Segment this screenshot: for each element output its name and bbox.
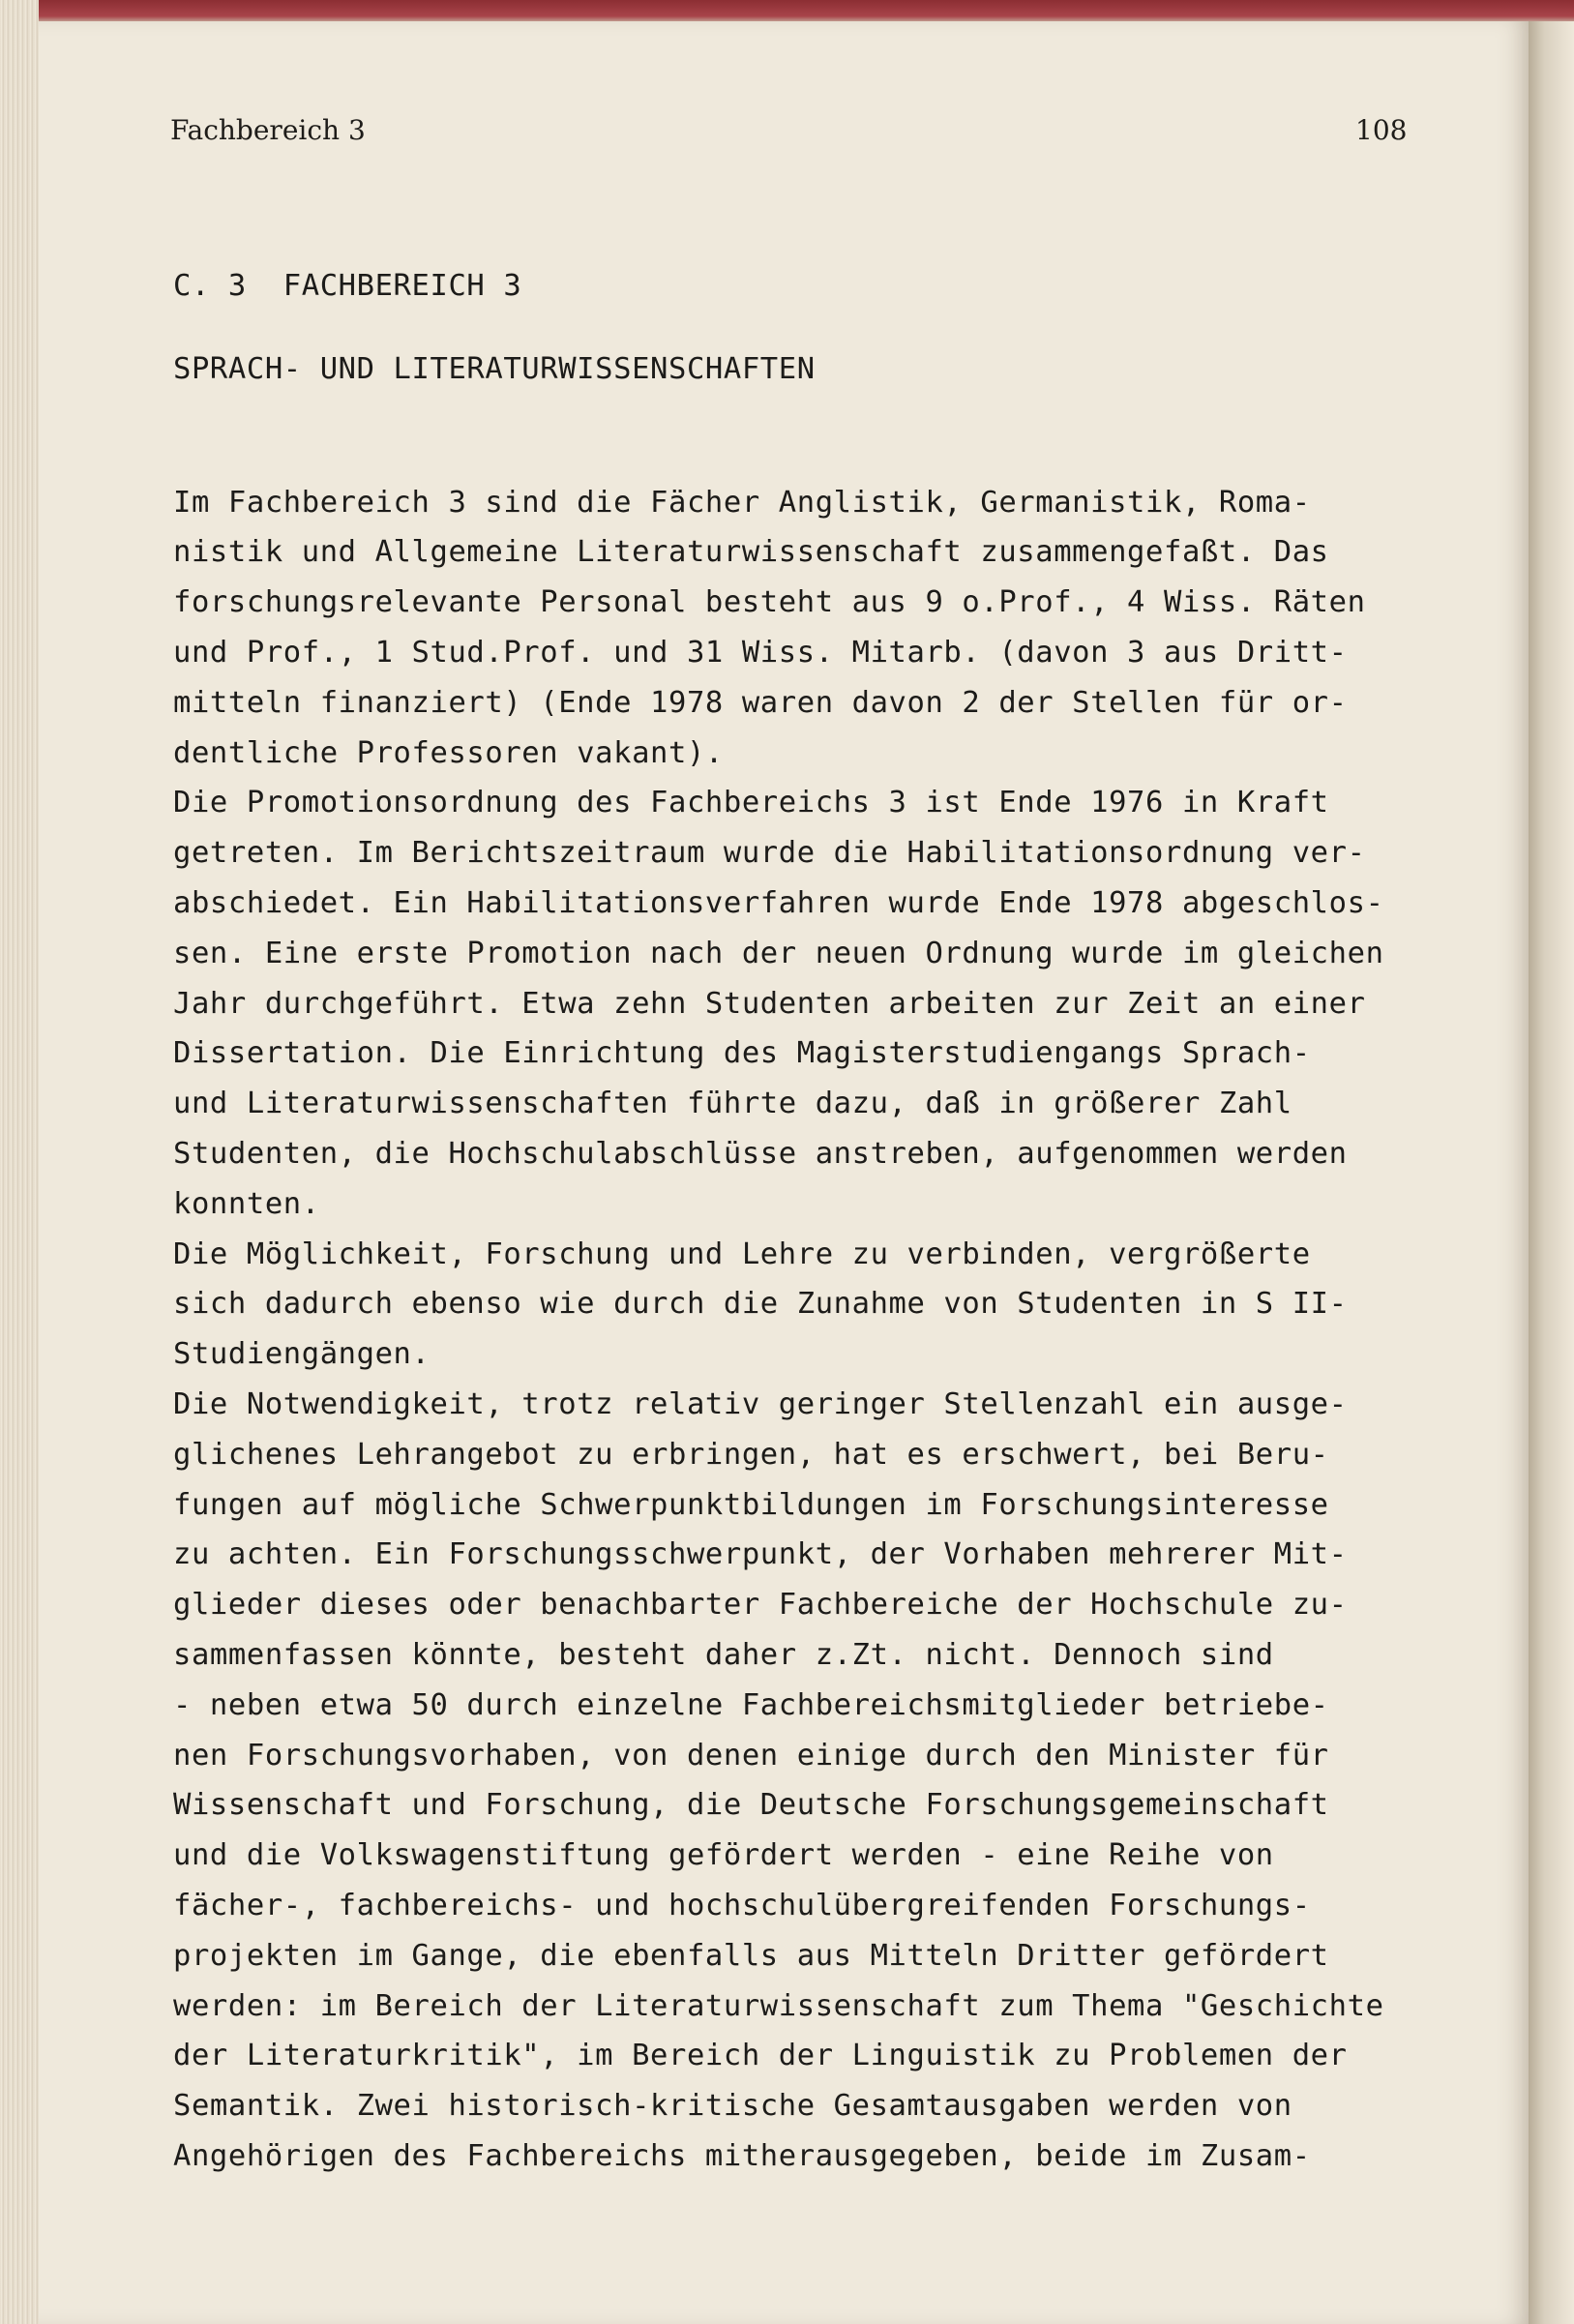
text-line: Dissertation. Die Einrichtung des Magisterstudiengangs Sprach-: [173, 1036, 1311, 1071]
text-line: Semantik. Zwei historisch-kritische Gesamtausgaben werden von: [173, 2089, 1292, 2124]
chapter-heading: C. 3 FACHBEREICH 3: [173, 269, 522, 303]
text-line: Die Notwendigkeit, trotz relativ geringer Stellenzahl ein ausge-: [173, 1386, 1348, 1421]
text-line: werden: im Bereich der Literaturwissenschaft zum Thema "Geschichte: [173, 1988, 1384, 2023]
page-body: [173, 261, 1508, 2182]
text-line: Jahr durchgeführt. Etwa zehn Studenten arbeiten zur Zeit an einer: [173, 986, 1366, 1021]
book-gutter: [1529, 21, 1574, 2324]
text-line: fungen auf mögliche Schwerpunktbildungen im Forschungsinteresse: [173, 1487, 1329, 1522]
book-page-edges: [0, 0, 39, 2324]
text-line: nistik und Allgemeine Literaturwissenschaft zusammengefaßt. Das: [173, 535, 1329, 570]
text-line: - neben etwa 50 durch einzelne Fachbereichsmitglieder betriebe-: [173, 1687, 1329, 1722]
book-top-edge: [0, 0, 1574, 23]
text-line: Im Fachbereich 3 sind die Fächer Anglistik, Germanistik, Roma-: [173, 485, 1311, 520]
text-line: Die Möglichkeit, Forschung und Lehre zu verbinden, vergrößerte: [173, 1236, 1311, 1271]
text-line: getreten. Im Berichtszeitraum wurde die Habilitationsordnung ver-: [173, 836, 1366, 871]
text-line: und Literaturwissenschaften führte dazu, daß in größerer Zahl: [173, 1087, 1292, 1121]
text-line: glieder dieses oder benachbarter Fachbereiche der Hochschule zu-: [173, 1588, 1348, 1623]
text-line: Studiengängen.: [173, 1337, 431, 1372]
running-head: [170, 114, 1447, 153]
text-line: fächer-, fachbereichs- und hochschulübergreifenden Forschungs-: [173, 1888, 1311, 1922]
text-line: forschungsrelevante Personal besteht aus 9 o.Prof., 4 Wiss. Räten: [173, 585, 1366, 620]
section-label: Fachbereich 3: [170, 114, 366, 146]
text-line: sen. Eine erste Promotion nach der neuen Ordnung wurde im gleichen: [173, 936, 1384, 970]
text-line: der Literaturkritik", im Bereich der Linguistik zu Problemen der: [173, 2039, 1348, 2073]
text-line: nen Forschungsvorhaben, von denen einige durch den Minister für: [173, 1738, 1329, 1773]
page-number: 108: [1355, 114, 1408, 146]
text-line: Die Promotionsordnung des Fachbereichs 3 ist Ende 1976 in Kraft: [173, 786, 1329, 820]
spacer: [173, 395, 1508, 478]
text-line: Wissenschaft und Forschung, die Deutsche Forschungsgemeinschaft: [173, 1788, 1329, 1823]
text-line: dentliche Professoren vakant).: [173, 735, 724, 770]
text-line: projekten im Gange, die ebenfalls aus Mitteln Dritter gefördert: [173, 1938, 1329, 1973]
chapter-subheading: SPRACH- UND LITERATURWISSENSCHAFTEN: [173, 351, 816, 386]
text-line: Studenten, die Hochschulabschlüsse anstreben, aufgenommen werden: [173, 1136, 1348, 1171]
text-line: konnten.: [173, 1186, 320, 1221]
text-line: mitteln finanziert) (Ende 1978 waren davon 2 der Stellen für or-: [173, 685, 1348, 720]
text-line: abschiedet. Ein Habilitationsverfahren wurde Ende 1978 abgeschlos-: [173, 885, 1384, 920]
text-line: und Prof., 1 Stud.Prof. und 31 Wiss. Mitarb. (davon 3 aus Dritt-: [173, 635, 1348, 670]
text-line: sammenfassen könnte, besteht daher z.Zt. nicht. Dennoch sind: [173, 1637, 1274, 1672]
text-line: glichenes Lehrangebot zu erbringen, hat es erschwert, bei Beru-: [173, 1437, 1329, 1472]
text-line: und die Volkswagenstiftung gefördert werden - eine Reihe von: [173, 1838, 1274, 1873]
text-line: sich dadurch ebenso wie durch die Zunahme von Studenten in S II-: [173, 1287, 1348, 1322]
text-line: zu achten. Ein Forschungsschwerpunkt, der Vorhaben mehrerer Mit-: [173, 1537, 1348, 1572]
text-line: Angehörigen des Fachbereichs mitherausgegeben, beide im Zusam-: [173, 2138, 1311, 2173]
